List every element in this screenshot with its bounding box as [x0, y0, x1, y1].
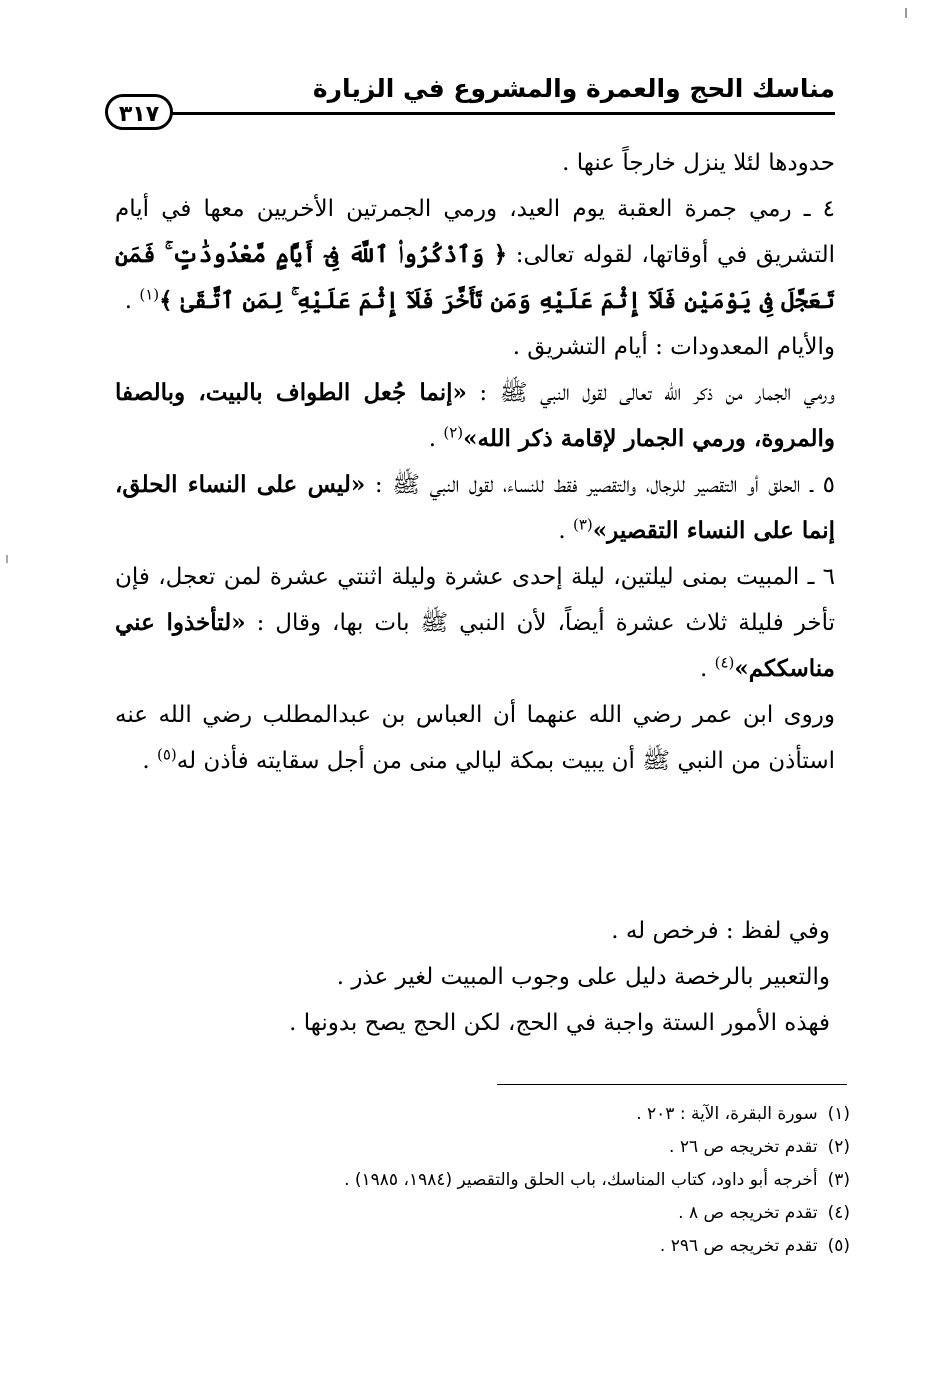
paragraph-text: وروى ابن عمر رضي الله عنهما أن العباس بن عبدالمطلب رضي الله عنه استأذن من النبي ﷺ أن يبيت بمكة ليالي منى من أجل سقايته فأذن له [115, 702, 835, 774]
main-text [115, 140, 835, 784]
hadith-quote: «ليس على النساء الحلق، إنما على النساء التقصير» [115, 471, 835, 544]
paragraph: والتعبير بالرخصة دليل على وجوب المبيت لغير عذر . [336, 964, 830, 990]
footnote-ref: (١) [139, 285, 160, 304]
footnote-ref: (٥) [157, 745, 177, 764]
footnote [150, 1230, 850, 1263]
punctuation: . [124, 288, 140, 314]
footnote-ref: (٣) [572, 515, 593, 534]
page-number: ٣١٧ [105, 94, 173, 130]
footnote-number: (٥) [827, 1236, 850, 1256]
footnote-text: تقدم تخريجه ص ٨ . [678, 1203, 818, 1223]
footnote-text: سورة البقرة، الآية : ٢٠٣ . [636, 1104, 818, 1124]
footnote-text: تقدم تخريجه ص ٢٩٦ . [659, 1236, 818, 1256]
footnote-ref: (٤) [714, 653, 735, 672]
footnote-number: (٣) [827, 1170, 850, 1190]
paragraph-text: ٤ ـ رمي جمرة العقبة يوم العيد، ورمي الجمرتين الأخريين معها في أيام التشريق في أوقاتها، لقوله تعالى: [115, 196, 836, 268]
punctuation: . [558, 518, 573, 544]
paragraph-text: حدودها لئلا ينزل خارجاً عنها . [562, 150, 835, 176]
footnote-text: أخرجه أبو داود، كتاب المناسك، باب الحلق والتقصير (١٩٨٤، ١٩٨٥) . [344, 1170, 818, 1190]
scan-mark [6, 555, 8, 563]
paragraph [115, 692, 835, 784]
punctuation: . [699, 656, 715, 682]
paragraph-text: ٥ ـ الحلق أو التقصير للرجال، والتقصير فقط للنساء، لقول النبي ﷺ : [374, 472, 835, 498]
running-title: مناسك الحج والعمرة والمشروع في الزيارة [312, 74, 835, 103]
footnote [150, 1131, 850, 1164]
hadith-quote: «إنما جُعل الطواف بالبيت، وبالصفا والمروة، ورمي الجمار لإقامة ذكر الله» [115, 379, 835, 452]
paragraph-text: ورمي الجمار من ذكر الله تعالى لقول النبي ﷺ : [479, 380, 835, 406]
paragraph: وفي لفظ : فرخص له . [611, 918, 830, 944]
footnote [150, 1098, 850, 1131]
scan-mark [905, 8, 907, 18]
footnote-text: تقدم تخريجه ص ٢٦ . [669, 1137, 818, 1157]
hadith-quote: «لتأخذوا عني مناسككم» [115, 609, 835, 682]
paragraph [115, 554, 835, 692]
paragraph [115, 324, 835, 370]
paragraph-text: ٦ ـ المبيت بمنى ليلتين، ليلة إحدى عشرة وليلة اثنتي عشرة لمن تعجل، فإن تأخر فليلة ثلاث عشرة أيضاً، لأن النبي ﷺ بات بها، وقال : [115, 564, 836, 636]
footnote-number: (٤) [827, 1203, 850, 1223]
punctuation: . [428, 426, 444, 452]
paragraph: فهذه الأمور الستة واجبة في الحج، لكن الحج يصح بدونها . [289, 1010, 830, 1036]
paragraph-text: والأيام المعدودات : أيام التشريق . [512, 334, 835, 360]
footnote-number: (١) [827, 1104, 850, 1124]
paragraph [115, 186, 835, 324]
punctuation: . [142, 748, 157, 774]
footnote [150, 1164, 850, 1197]
paragraph [115, 370, 835, 462]
footnotes [150, 1098, 850, 1263]
footnote-ref: (٢) [443, 423, 464, 442]
closing-paragraphs [150, 908, 830, 1046]
page-header [105, 70, 835, 127]
paragraph [115, 462, 835, 554]
footnote-number: (٢) [827, 1137, 850, 1157]
footnote-rule [497, 1084, 847, 1085]
quran-verse: ﴿ وَٱذْكُرُوا۟ ٱللَّهَ فِىٓ أَيَّامٍ مَّعْدُودَٰتٍ ۚ فَمَن تَعَجَّلَ فِى يَوْمَيْنِ فَلَآ إِثْمَ عَلَيْهِ وَمَن تَأَخَّرَ فَلَآ إِثْمَ عَلَيْهِ ۚ لِمَنِ ٱتَّقَىٰ ﴾ [115, 241, 835, 314]
paragraph [115, 140, 835, 186]
header-rule [160, 112, 835, 115]
footnote [150, 1197, 850, 1230]
